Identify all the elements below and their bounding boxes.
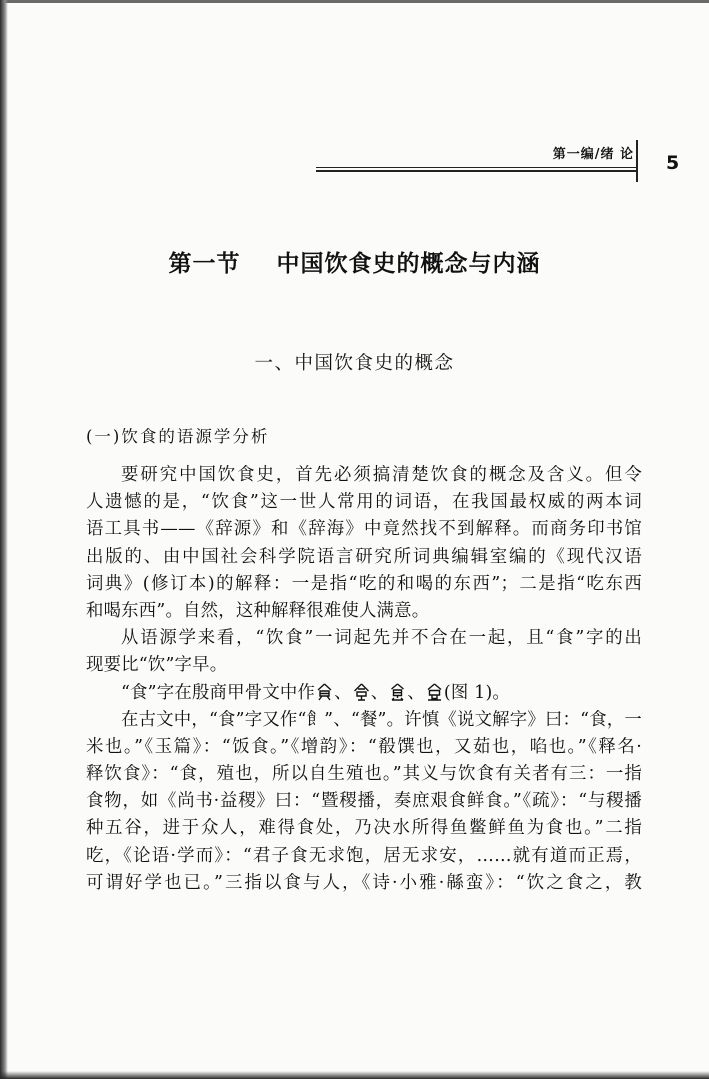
subsection-title: 一、中国饮食史的概念 — [254, 353, 455, 374]
scan-edge-top — [0, 0, 709, 3]
body-line: 吃，《论语·学而》：“君子食无求饱，居无求安，……就有道而正焉， — [86, 845, 642, 866]
oracle-separator: 、 — [370, 682, 389, 703]
body-line: 种五谷，进于众人，难得食处，乃决水所得鱼鳖鲜鱼为食也。”二指 — [86, 818, 642, 839]
header-vertical-rule — [636, 140, 638, 182]
header-rule-thin — [316, 167, 636, 168]
body-line-oracle-bone — [86, 680, 642, 707]
body-line: 食物，如《尚书·益稷》曰：“暨稷播，奏庶艰食鲜食。”《疏》：“与稷播 — [86, 791, 642, 812]
body-line: 词典》(修订本)的解释：一是指“吃的和喝的东西”；二是指“吃东西 — [86, 573, 642, 594]
oracle-bone-glyph-3 — [389, 683, 406, 701]
body-line: 可谓好学也已。”三指以食与人，《诗·小雅·緜蛮》：“饮之食之，教 — [86, 872, 642, 893]
oracle-bone-glyph-2 — [353, 683, 370, 701]
oracle-line-text: “食”字在殷商甲骨文中作 — [121, 682, 316, 703]
body-line: 要研究中国饮食史，首先必须搞清楚饮食的概念及含义。但令 — [121, 465, 642, 485]
body-line: 释饮食》：“食，殖也，所以自生殖也。”其义与饮食有关者有三：一指 — [86, 764, 642, 785]
oracle-separator: 、 — [334, 682, 352, 703]
body-text — [86, 462, 642, 897]
oracle-line-suffix: (图 1)。 — [443, 682, 511, 703]
body-line: 从语源学来看，“饮食”一词起先并不合在一起，且“食”字的出 — [121, 628, 642, 649]
section-title: 第一节 中国饮食史的概念与内涵 — [168, 251, 541, 277]
scan-edge-bottom — [0, 1071, 709, 1079]
body-line: 现要比“饮”字早。 — [86, 655, 228, 676]
running-header: 第一编/绪 论 — [552, 147, 634, 162]
body-line: 在古文中，“食”字又作“飠”、“餐”。许慎《说文解字》曰：“食，一 — [121, 709, 642, 730]
body-line: 语工具书——《辞源》和《辞海》中竟然找不到解释。而商务印书馆 — [86, 519, 642, 540]
page-number: 5 — [666, 152, 680, 174]
oracle-separator: 、 — [407, 682, 425, 703]
body-line: 人遗憾的是，“饮食”这一世人常用的词语，在我国最权威的两本词 — [86, 492, 642, 513]
header-rule-thick — [316, 170, 636, 172]
body-line: 和喝东西”。自然，这种解释很难使人满意。 — [86, 600, 430, 621]
oracle-bone-glyph-4 — [426, 683, 443, 701]
body-line: 米也。”《玉篇》：“饭食。”《增韵》：“殽馔也，又茹也，啗也。”《释名· — [86, 736, 642, 757]
scan-edge-left — [0, 0, 8, 1079]
body-line: 出版的、由中国社会科学院语言研究所词典编辑室编的《现代汉语 — [86, 546, 642, 567]
subsubsection-title: (一)饮食的语源学分析 — [86, 427, 270, 446]
oracle-bone-glyph-1 — [316, 683, 333, 701]
